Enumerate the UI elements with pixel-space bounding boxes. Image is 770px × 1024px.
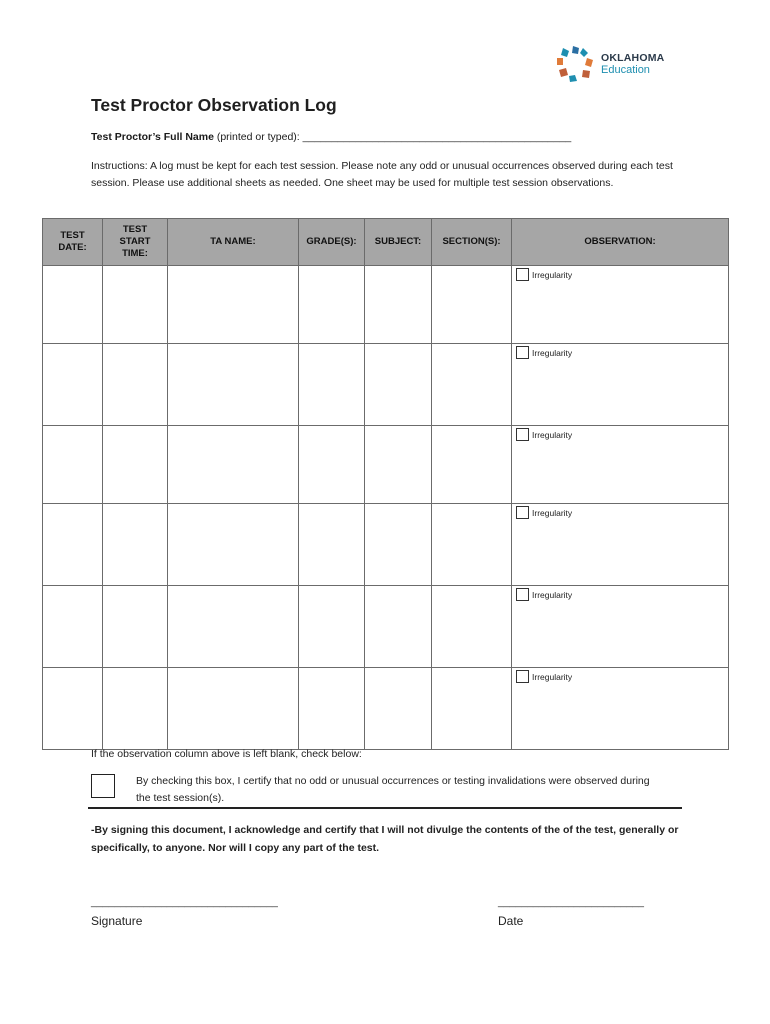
proctor-name-label-rest: (printed or typed): <box>213 131 300 143</box>
cell-grades[interactable] <box>299 266 365 344</box>
date-label: Date <box>498 914 524 928</box>
cell-grades[interactable] <box>299 668 365 750</box>
cell-subject[interactable] <box>365 586 432 668</box>
logo-line1: OKLAHOMA <box>601 52 665 64</box>
table-row <box>43 668 729 750</box>
irregularity-option[interactable] <box>512 586 728 601</box>
header-observation: OBSERVATION: <box>512 219 729 266</box>
cell-ta-name[interactable] <box>168 344 299 426</box>
cell-subject[interactable] <box>365 426 432 504</box>
cell-test-start-time[interactable] <box>103 504 168 586</box>
table-row <box>43 426 729 504</box>
cell-ta-name[interactable] <box>168 426 299 504</box>
table-row <box>43 266 729 344</box>
header-sections: SECTION(S): <box>432 219 512 266</box>
proctor-name-field[interactable] <box>91 131 571 143</box>
oklahoma-education-logo-icon <box>553 44 597 84</box>
irregularity-checkbox[interactable] <box>516 268 529 281</box>
irregularity-label: Irregularity <box>532 429 573 440</box>
cell-subject[interactable] <box>365 504 432 586</box>
blank-column-note: If the observation column above is left blank, check below: <box>91 748 362 760</box>
signature-label: Signature <box>91 914 143 928</box>
divider <box>88 807 682 809</box>
table-row <box>43 344 729 426</box>
cell-sections[interactable] <box>432 668 512 750</box>
irregularity-label: Irregularity <box>532 589 573 600</box>
cell-sections[interactable] <box>432 426 512 504</box>
proctor-name-label: Test Proctor’s Full Name <box>91 131 214 143</box>
cell-test-start-time[interactable] <box>103 266 168 344</box>
header-test-start-time: TEST START TIME: <box>103 219 168 266</box>
oklahoma-education-logo <box>553 44 683 84</box>
cell-grades[interactable] <box>299 344 365 426</box>
certify-text: By checking this box, I certify that no odd or unusual occurrences or testing invalidations were observed during the test session(s). <box>136 775 650 804</box>
irregularity-checkbox[interactable] <box>516 428 529 441</box>
irregularity-label: Irregularity <box>532 671 573 682</box>
cell-subject[interactable] <box>365 668 432 750</box>
header-test-date: TEST DATE: <box>43 219 103 266</box>
irregularity-option[interactable] <box>512 344 728 359</box>
cell-ta-name[interactable] <box>168 586 299 668</box>
cell-test-start-time[interactable] <box>103 344 168 426</box>
cell-subject[interactable] <box>365 344 432 426</box>
cell-sections[interactable] <box>432 586 512 668</box>
cell-grades[interactable] <box>299 504 365 586</box>
header-subject: SUBJECT: <box>365 219 432 266</box>
page-title: Test Proctor Observation Log <box>91 95 337 115</box>
date-line[interactable]: _________________________ <box>498 896 644 908</box>
header-ta-name: TA NAME: <box>168 219 299 266</box>
irregularity-checkbox[interactable] <box>516 588 529 601</box>
cell-test-start-time[interactable] <box>103 668 168 750</box>
header-grades: GRADE(S): <box>299 219 365 266</box>
instructions: Instructions: A log must be kept for each test session. Please note any odd or unusual occurrences observed during each test session. Please use additional sheets as needed. One sheet may be used for multiple test session observations. <box>91 160 673 189</box>
cell-sections[interactable] <box>432 344 512 426</box>
cell-observation[interactable] <box>512 344 729 426</box>
signature-line[interactable]: ________________________________ <box>91 896 278 908</box>
cell-test-date[interactable] <box>43 586 103 668</box>
irregularity-option[interactable] <box>512 266 728 281</box>
cell-observation[interactable] <box>512 426 729 504</box>
cell-observation[interactable] <box>512 504 729 586</box>
logo-line2: Education <box>601 64 650 76</box>
cell-observation[interactable] <box>512 668 729 750</box>
irregularity-checkbox[interactable] <box>516 346 529 359</box>
cell-test-date[interactable] <box>43 504 103 586</box>
cell-subject[interactable] <box>365 266 432 344</box>
no-occurrences-checkbox[interactable] <box>91 774 115 798</box>
cell-sections[interactable] <box>432 504 512 586</box>
irregularity-checkbox[interactable] <box>516 506 529 519</box>
irregularity-label: Irregularity <box>532 269 573 280</box>
irregularity-checkbox[interactable] <box>516 670 529 683</box>
irregularity-option[interactable] <box>512 504 728 519</box>
irregularity-option[interactable] <box>512 426 728 441</box>
irregularity-option[interactable] <box>512 668 728 683</box>
cell-ta-name[interactable] <box>168 668 299 750</box>
table-row <box>43 504 729 586</box>
cell-grades[interactable] <box>299 586 365 668</box>
cell-test-start-time[interactable] <box>103 586 168 668</box>
cell-ta-name[interactable] <box>168 504 299 586</box>
acknowledgement-text: -By signing this document, I acknowledge and certify that I will not divulge the contents of the of the test, generally or specifically, to anyone. Nor will I copy any part of the test. <box>91 824 679 854</box>
observation-log-table <box>42 218 729 750</box>
cell-ta-name[interactable] <box>168 266 299 344</box>
cell-test-start-time[interactable] <box>103 426 168 504</box>
cell-observation[interactable] <box>512 266 729 344</box>
cell-test-date[interactable] <box>43 426 103 504</box>
cell-test-date[interactable] <box>43 668 103 750</box>
cell-test-date[interactable] <box>43 344 103 426</box>
cell-grades[interactable] <box>299 426 365 504</box>
proctor-name-blank[interactable]: ______________________________________________ <box>302 131 572 143</box>
irregularity-label: Irregularity <box>532 347 573 358</box>
cell-sections[interactable] <box>432 266 512 344</box>
cell-observation[interactable] <box>512 586 729 668</box>
table-row <box>43 586 729 668</box>
cell-test-date[interactable] <box>43 266 103 344</box>
irregularity-label: Irregularity <box>532 507 573 518</box>
table-header-row <box>43 219 729 266</box>
